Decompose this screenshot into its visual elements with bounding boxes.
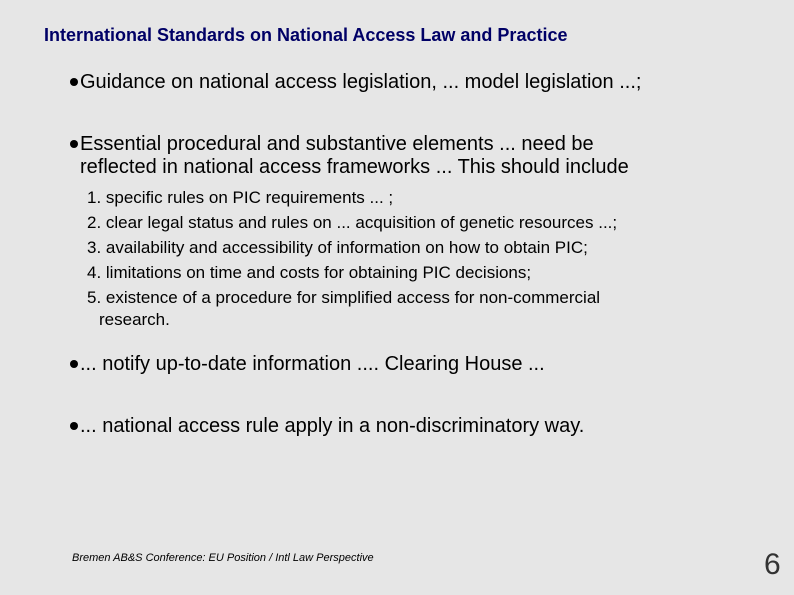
bullet-item [70,415,584,438]
list-item: 1. specific rules on PIC requirements ... ; [87,188,394,207]
list-item-continuation: research. [99,310,170,329]
bullet-dot-icon [70,140,78,148]
list-item: 3. availability and accessibility of information on how to obtain PIC; [87,238,588,257]
bullet-text: ... national access rule apply in a non-discriminatory way. [80,415,585,437]
bullet-item [70,353,545,376]
bullet-text-continuation: reflected in national access frameworks ... This should include [80,156,629,178]
bullet-dot-icon [70,78,78,86]
list-item: 5. existence of a procedure for simplified access for non-commercial [87,288,601,307]
bullet-dot-icon [70,422,78,430]
slide-title: International Standards on National Access Law and Practice [44,25,568,45]
list-item: 4. limitations on time and costs for obtaining PIC decisions; [87,263,532,282]
bullet-text: ... notify up-to-date information .... Clearing House ... [80,353,545,375]
numbered-list [87,185,617,329]
list-item: 2. clear legal status and rules on ... acquisition of genetic resources ...; [87,213,618,232]
page-number: 6 [764,548,781,581]
bullet-text: Essential procedural and substantive elements ... need be [80,133,594,155]
bullet-item [70,71,641,94]
bullet-text: Guidance on national access legislation, ... model legislation ...; [80,71,642,93]
bullet-dot-icon [70,360,78,368]
bullet-item [70,133,629,179]
slide-footer: Bremen AB&S Conference: EU Position / Intl Law Perspective [72,552,374,564]
